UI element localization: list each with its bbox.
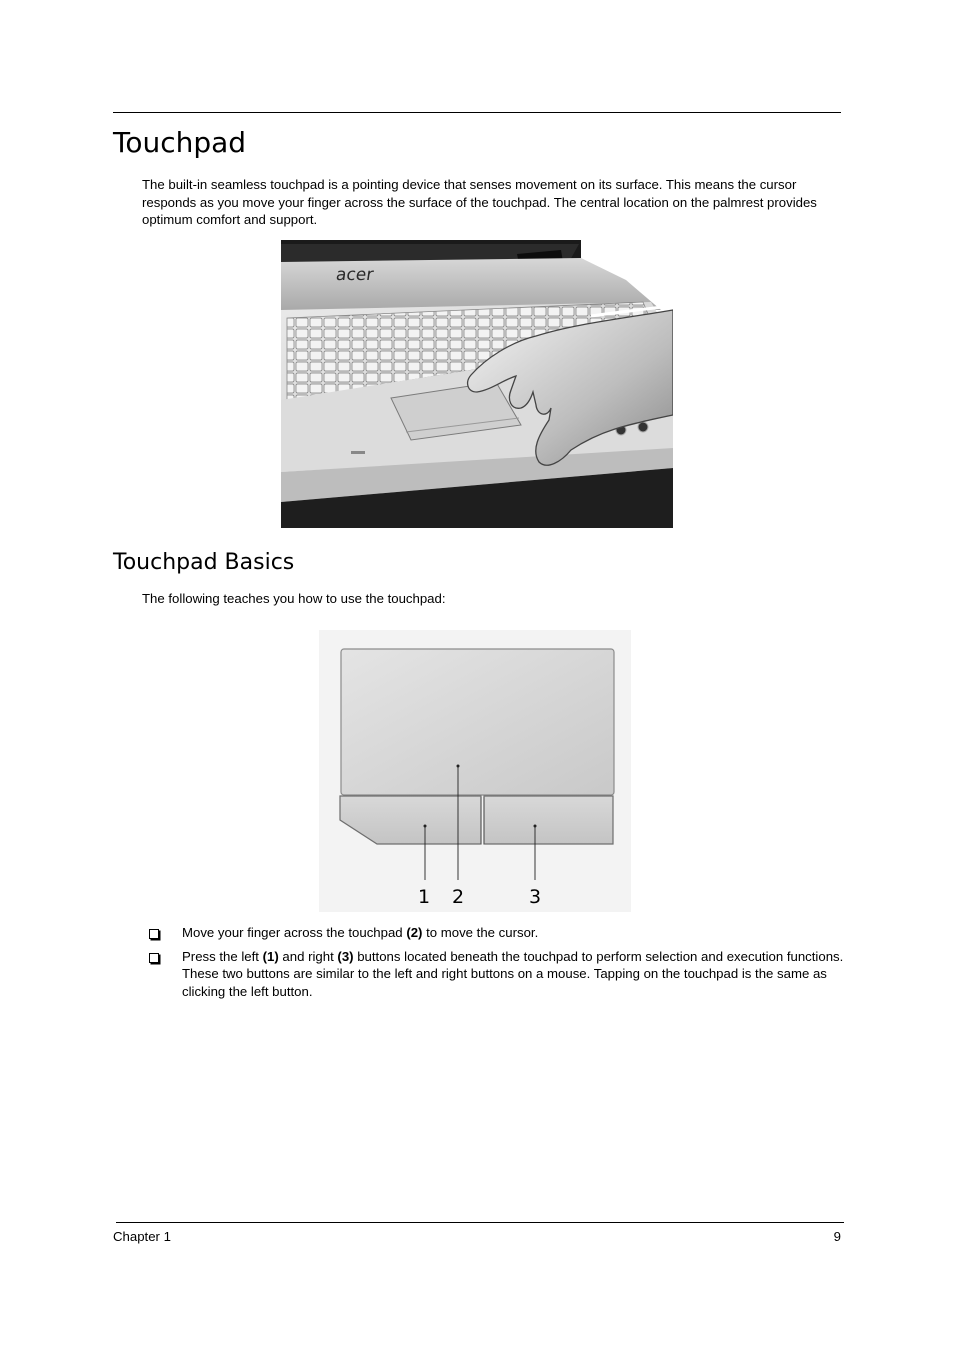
acer-logo: acer [334, 265, 375, 285]
page-title: Touchpad [113, 126, 247, 159]
bullet-list [146, 924, 846, 1006]
checkbox-bullet-icon [149, 929, 159, 939]
laptop-touchpad-photo [281, 240, 673, 528]
callout-2: 2 [452, 886, 465, 908]
footer-rule [116, 1222, 844, 1223]
footer-chapter: Chapter 1 [113, 1229, 171, 1244]
callout-3: 3 [529, 886, 542, 908]
checkbox-bullet-icon [149, 953, 159, 963]
list-item [146, 924, 846, 942]
page-number: 9 [833, 1229, 841, 1244]
subsection-title: Touchpad Basics [113, 550, 295, 575]
callout-1: 1 [418, 886, 431, 908]
basics-intro-paragraph: The following teaches you how to use the touchpad: [142, 591, 446, 606]
list-item [146, 948, 846, 1001]
right-button [484, 796, 613, 844]
touchpad-surface [341, 649, 614, 795]
header-rule [113, 112, 841, 113]
touchpad-diagram [319, 630, 631, 912]
bullet-text: Move your finger across the touchpad (2) to move the cursor. [182, 925, 539, 940]
bullet-text: Press the left (1) and right (3) buttons located beneath the touchpad to perform selection and execution functions. These two buttons are similar to the left and right buttons on a mouse. Tapping on the touchpad is the same as clicking the left button. [182, 948, 844, 999]
intro-paragraph: The built-in seamless touchpad is a pointing device that senses movement on its surface. This means the cursor responds as you move your finger across the surface of the touchpad. The central location on the palmrest provides optimum comfort and support. [142, 177, 817, 227]
